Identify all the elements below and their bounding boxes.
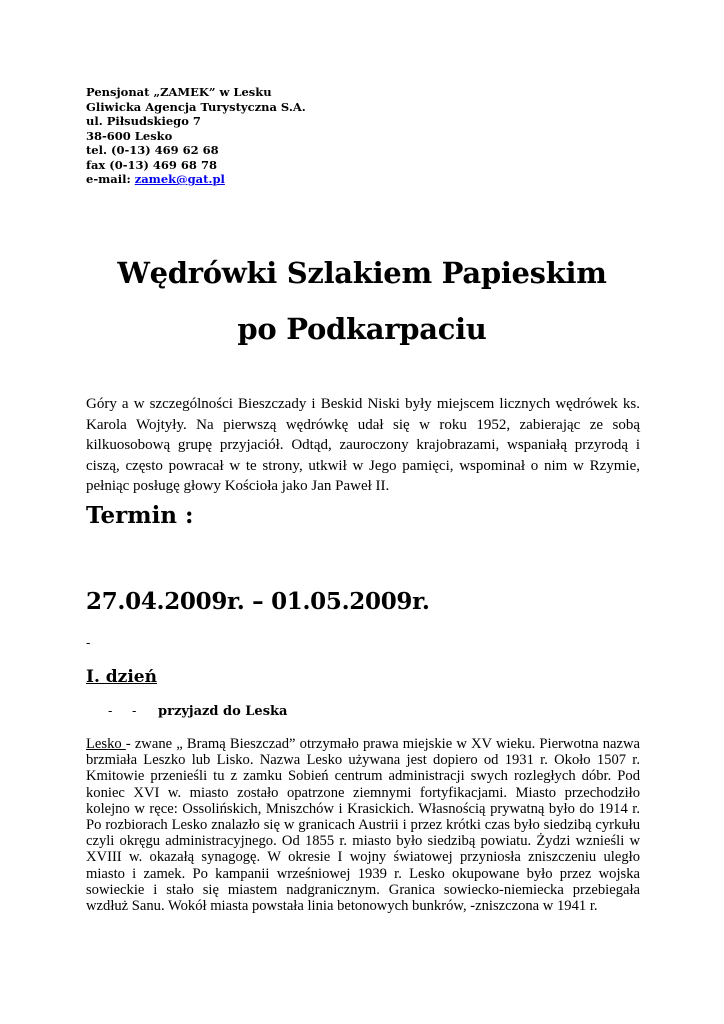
contact-email-row bbox=[86, 172, 306, 187]
lesko-lead: Lesko bbox=[86, 736, 126, 752]
termin-heading: Termin : bbox=[86, 502, 194, 529]
contact-block bbox=[86, 85, 306, 187]
page-title-line2: po Podkarpaciu bbox=[237, 312, 487, 346]
contact-phone: tel. (0-13) 469 62 68 bbox=[86, 143, 219, 157]
page-title-line1: Wędrówki Szlakiem Papieskim bbox=[117, 256, 607, 290]
day1-heading: I. dzień bbox=[86, 667, 157, 687]
lesko-body: zwane „ Bramą Bieszczad” otrzymało prawa miejskie w XV wieku. Pierwotna nazwa brzmiała Leszko lub Lisko. Nazwa Lesko używana jest dopiero od 1931 r. Około 1507 r. Kmitowie przenieśli tu z zamku Sobień centrum administracji swych rozległych dóbr. Pod koniec XVI w. miasto zostało opatrzone ziemnymi fortyfikacjami. Miasto przechodziło kolejno w ręce: Ossolińskich, Mniszchów i Krasickich. Własnością prywatną było do 1914 r. Po rozbiorach Lesko znalazło się w granicach Austrii i przez krótki czas było siedzibą cyrkułu czyli okręgu administracyjnego. Od 1855 r. miasto było siedzibą powiatu. Żydzi wznieśli w XVIII w. okazałą synagogę. W okresie I wojny światowej przyniosła zniszczeniu uległo miasto i zamek. Po kampanii wrześniowej 1939 r. Lesko okupowane było przez wojska sowieckie i stało się miastem nadgranicznym. Granica sowiecko-niemiecka przebiegała wzdłuż Sanu. Wokół miasta powstała linia betonowych bunkrów, -zniszczona w 1941 r. bbox=[86, 736, 640, 915]
intro-paragraph: Góry a w szczególności Bieszczady i Beskid Niski były miejscem licznych wędrówek ks. Karola Wojtyły. Na pierwszą wędrówkę udał się w roku 1952, zabierając ze sobą kilkuosobową grupę przyjaciół. Odtąd, zauroczony krajobrazami, wspaniałą przyrodą i ciszą, często powracał w te strony, utkwił w Jego pamięci, wspominał o nim w Rzymie, pełniąc posługę głowy Kościoła jako Jan Paweł II. bbox=[86, 396, 640, 494]
email-link[interactable]: zamek@gat.pl bbox=[134, 172, 225, 186]
day1-item bbox=[108, 704, 287, 719]
contact-fax: fax (0-13) 469 68 78 bbox=[86, 157, 217, 172]
trip-dates: 27.04.2009r. – 01.05.2009r. bbox=[86, 588, 430, 615]
contact-name: Pensjonat „ZAMEK” w Lesku bbox=[86, 85, 272, 99]
lesko-paragraph bbox=[86, 736, 640, 914]
separator-dash: - bbox=[86, 636, 91, 651]
lesko-lead-dash: - bbox=[125, 736, 131, 752]
contact-street: ul. Piłsudskiego 7 bbox=[86, 114, 201, 128]
item-marker: - bbox=[108, 704, 113, 719]
day1-item-text: przyjazd do Leska bbox=[158, 704, 288, 719]
email-label: e-mail: bbox=[86, 172, 135, 186]
item-marker: - bbox=[132, 704, 137, 719]
contact-agency: Gliwicka Agencja Turystyczna S.A. bbox=[86, 99, 306, 114]
contact-city: 38-600 Lesko bbox=[86, 128, 173, 143]
